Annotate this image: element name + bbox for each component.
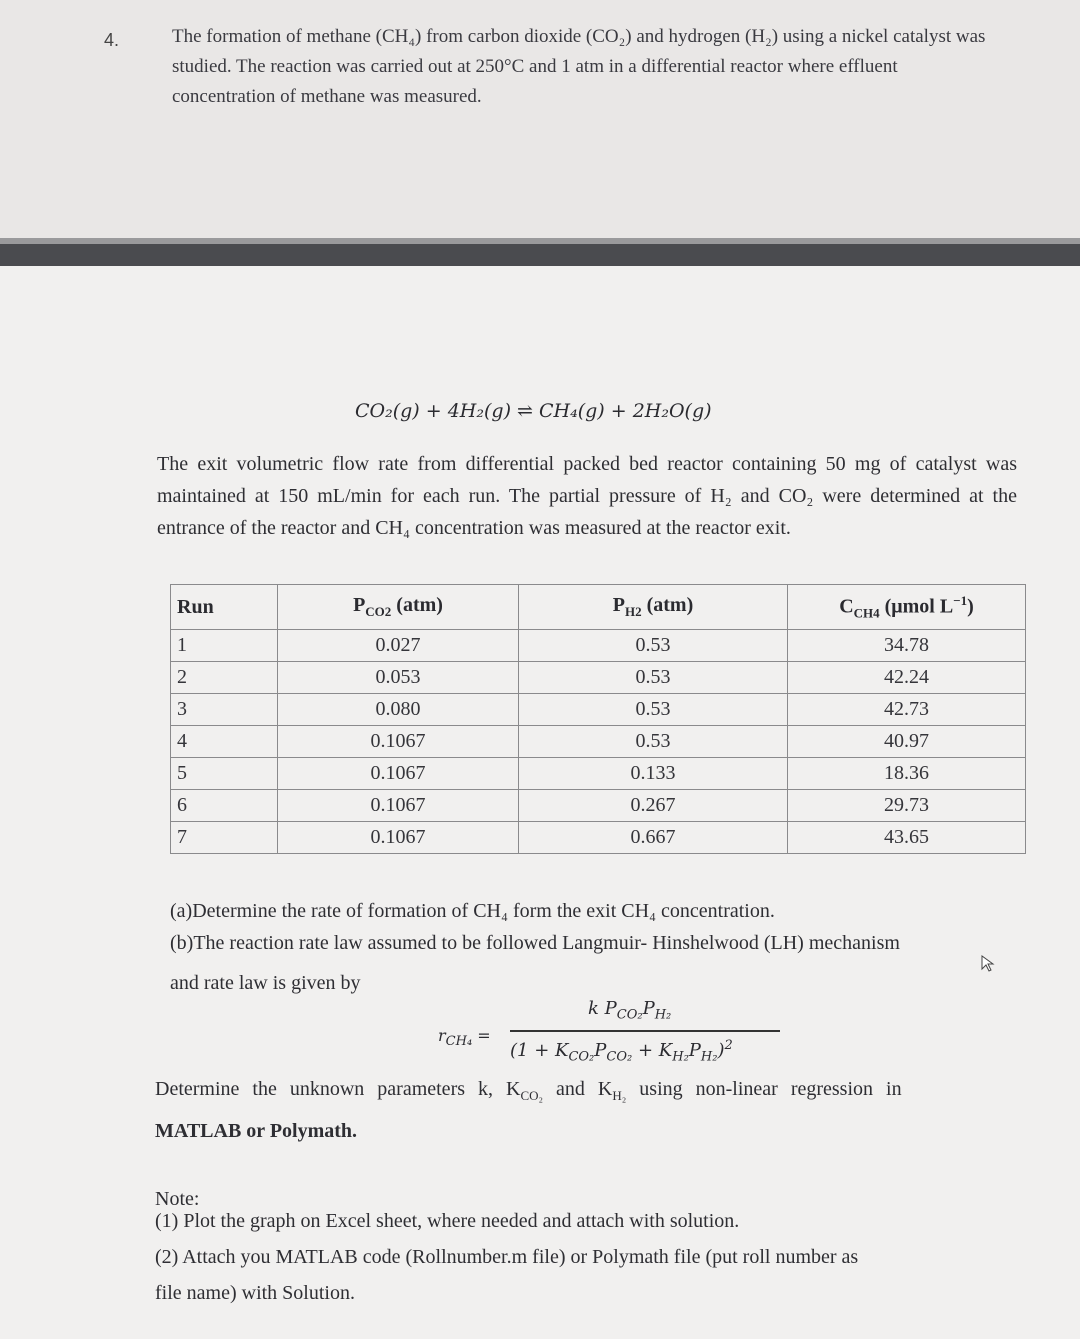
cell-ph2: 0.267 [519, 790, 788, 822]
cell-pco2: 0.1067 [278, 822, 519, 854]
cell-cch4: 42.24 [788, 662, 1026, 694]
cell-pco2: 0.080 [278, 694, 519, 726]
part-a: (a)Determine the rate of formation of CH₄ form the exit CH₄ concentration. [170, 900, 775, 922]
experiment-description: The exit volumetric flow rate from differential packed bed reactor containing 50 mg of catalyst was maintained at 150 mL/min for each run. The partial pressure of H₂ and CO₂ were determined at the entrance of the reactor and CH₄ concentration was measured at the reactor exit. [157, 453, 1017, 539]
note-item-1: (1) Plot the graph on Excel sheet, where needed and attach with solution. [155, 1210, 740, 1232]
cell-cch4: 42.73 [788, 694, 1026, 726]
table-row [171, 758, 1026, 790]
rate-numerator: k $P_{CO_2}P_{H_2}$ [588, 998, 672, 1023]
cell-pco2: 0.1067 [278, 790, 519, 822]
header-pco2: $P_{CO2}$ (atm) [278, 585, 519, 630]
cell-ph2: 0.53 [519, 726, 788, 758]
rate-lhs: $r_{CH_4}$ = [438, 1026, 491, 1050]
table-row [171, 790, 1026, 822]
part-b-line2: and rate law is given by [170, 972, 361, 994]
table-row [171, 726, 1026, 758]
question-number: 4. [104, 30, 120, 50]
cell-ph2: 0.53 [519, 662, 788, 694]
header-ph2: $P_{H2}$ (atm) [519, 585, 788, 630]
part-b-line1: (b)The reaction rate law assumed to be followed Langmuir- Hinshelwood (LH) mechanism [170, 932, 900, 954]
cell-cch4: 18.36 [788, 758, 1026, 790]
cell-cch4: 40.97 [788, 726, 1026, 758]
reaction-equation: CO₂(g) + 4H₂(g) ⇌ CH₄(g) + 2H₂O(g) [355, 400, 712, 422]
cell-cch4: 34.78 [788, 630, 1026, 662]
header-cch4: $C_{CH4}$ (μmol $L^{-1}$) [788, 585, 1026, 630]
table-row [171, 694, 1026, 726]
note-item-2: (2) Attach you MATLAB code (Rollnumber.m file) or Polymath file (put roll number as [155, 1246, 859, 1268]
cell-run: 6 [171, 790, 278, 822]
cell-ph2: 0.133 [519, 758, 788, 790]
header-run: Run [171, 585, 278, 630]
rate-law-equation [438, 998, 798, 1076]
cell-cch4: 29.73 [788, 790, 1026, 822]
note-heading: Note: [155, 1188, 200, 1210]
table-row [171, 630, 1026, 662]
determine-line1: Determine the unknown parameters k, $K_{CO_2}$ and $K_{H_2}$ using non-linear regression in [155, 1078, 902, 1103]
fraction-bar [510, 1030, 780, 1032]
determine-line2: MATLAB or Polymath. [155, 1120, 358, 1142]
table-row [171, 822, 1026, 854]
cell-cch4: 43.65 [788, 822, 1026, 854]
cell-pco2: 0.1067 [278, 758, 519, 790]
note-item-3: file name) with Solution. [155, 1282, 355, 1304]
cell-ph2: 0.53 [519, 630, 788, 662]
table-header-row [171, 585, 1026, 630]
mouse-cursor-icon [980, 954, 998, 972]
cell-run: 1 [171, 630, 278, 662]
cell-pco2: 0.027 [278, 630, 519, 662]
divider-dark [0, 244, 1080, 266]
cell-run: 5 [171, 758, 278, 790]
cell-run: 2 [171, 662, 278, 694]
cell-pco2: 0.053 [278, 662, 519, 694]
question-intro: The formation of methane (CH₄) from carbon dioxide (CO₂) and hydrogen (H₂) using a nickel catalyst was studied. The reaction was carried out at 250°C and 1 atm in a differential reactor where effluent concentration of methane was measured. [172, 26, 986, 107]
cell-run: 7 [171, 822, 278, 854]
data-table [170, 584, 1026, 854]
cell-ph2: 0.667 [519, 822, 788, 854]
cell-ph2: 0.53 [519, 694, 788, 726]
cell-run: 3 [171, 694, 278, 726]
rate-denominator: $(1 + K_{CO_2}P_{CO_2} + K_{H_2}P_{H_2})^2$ [510, 1038, 733, 1065]
cell-run: 4 [171, 726, 278, 758]
table-row [171, 662, 1026, 694]
cell-pco2: 0.1067 [278, 726, 519, 758]
